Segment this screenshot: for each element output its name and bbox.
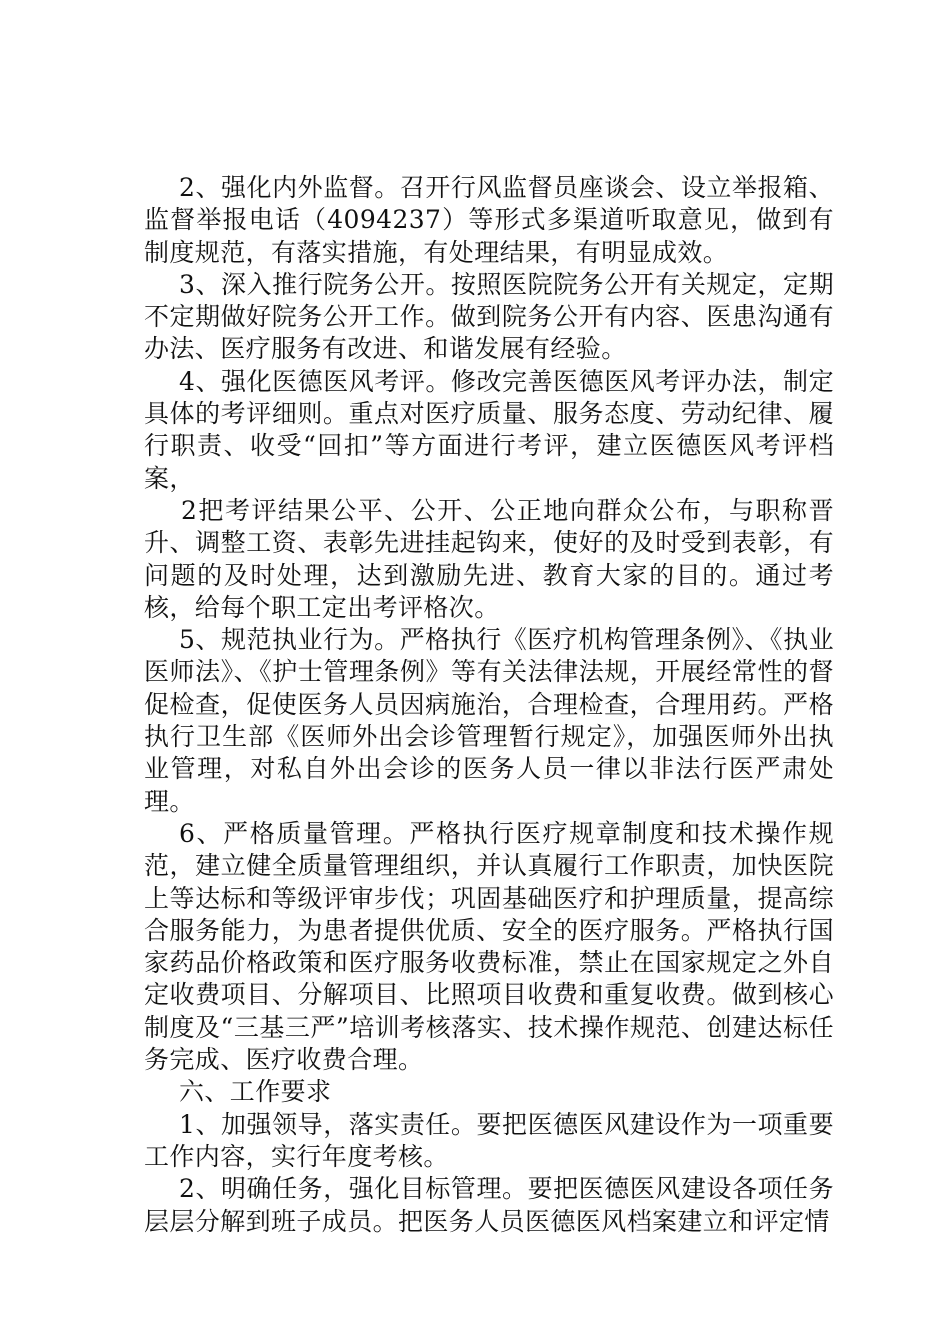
section-heading-work-requirements: 六、工作要求	[179, 1077, 332, 1107]
paragraph-target-management: 2、明确任务，强化目标管理。要把医德医风建设各项任务层层分解到班子成员。把医务人员医德医风档案建立和评定情	[144, 1174, 834, 1236]
paragraph-practice-behavior: 5、规范执业行为。严格执行《医疗机构管理条例》、《执业医师法》、《护士管理条例》等有关法律法规，开展经常性的督促检查，促使医务人员因病施治，合理检查，合理用药。严格执行卫生部《医师外出会诊管理暂行规定》，加强医师外出执业管理，对私自外出会诊的医务人员一律以非法行医严肃处理。	[144, 625, 834, 816]
paragraph-evaluation-results: 2把考评结果公平、公开、公正地向群众公布，与职称晋升、调整工资、表彰先进挂起钩来，使好的及时受到表彰，有问题的及时处理，达到激励先进、教育大家的目的。通过考核，给每个职工定出考评格次。	[144, 495, 834, 622]
paragraph-leadership-responsibility: 1、加强领导，落实责任。要把医德医风建设作为一项重要工作内容，实行年度考核。	[144, 1109, 834, 1171]
paragraph-hospital-affairs-disclosure: 3、深入推行院务公开。按照医院院务公开有关规定，定期不定期做好院务公开工作。做到院务公开有内容、医患沟通有办法、医疗服务有改进、和谐发展有经验。	[144, 269, 834, 364]
paragraph-medical-ethics-evaluation: 4、强化医德医风考评。修改完善医德医风考评办法，制定具体的考评细则。重点对医疗质量、服务态度、劳动纪律、履行职责、收受“回扣”等方面进行考评，建立医德医风考评档案，	[144, 366, 834, 493]
paragraph-quality-management: 6、严格质量管理。严格执行医疗规章制度和技术操作规范，建立健全质量管理组织，并认真履行工作职责，加快医院上等达标和等级评审步伐；巩固基础医疗和护理质量，提高综合服务能力，为患者提供优质、安全的医疗服务。严格执行国家药品价格政策和医疗服务收费标准，禁止在国家规定之外自定收费项目、分解项目、比照项目收费和重复收费。做到核心制度及“三基三严”培训考核落实、技术操作规范、创建达标任务完成、医疗收费合理。	[144, 818, 834, 1075]
document-body	[144, 172, 834, 1238]
paragraph-internal-external-supervision: 2、强化内外监督。召开行风监督员座谈会、设立举报箱、监督举报电话（4094237）等形式多渠道听取意见，做到有制度规范，有落实措施，有处理结果，有明显成效。	[144, 173, 834, 267]
